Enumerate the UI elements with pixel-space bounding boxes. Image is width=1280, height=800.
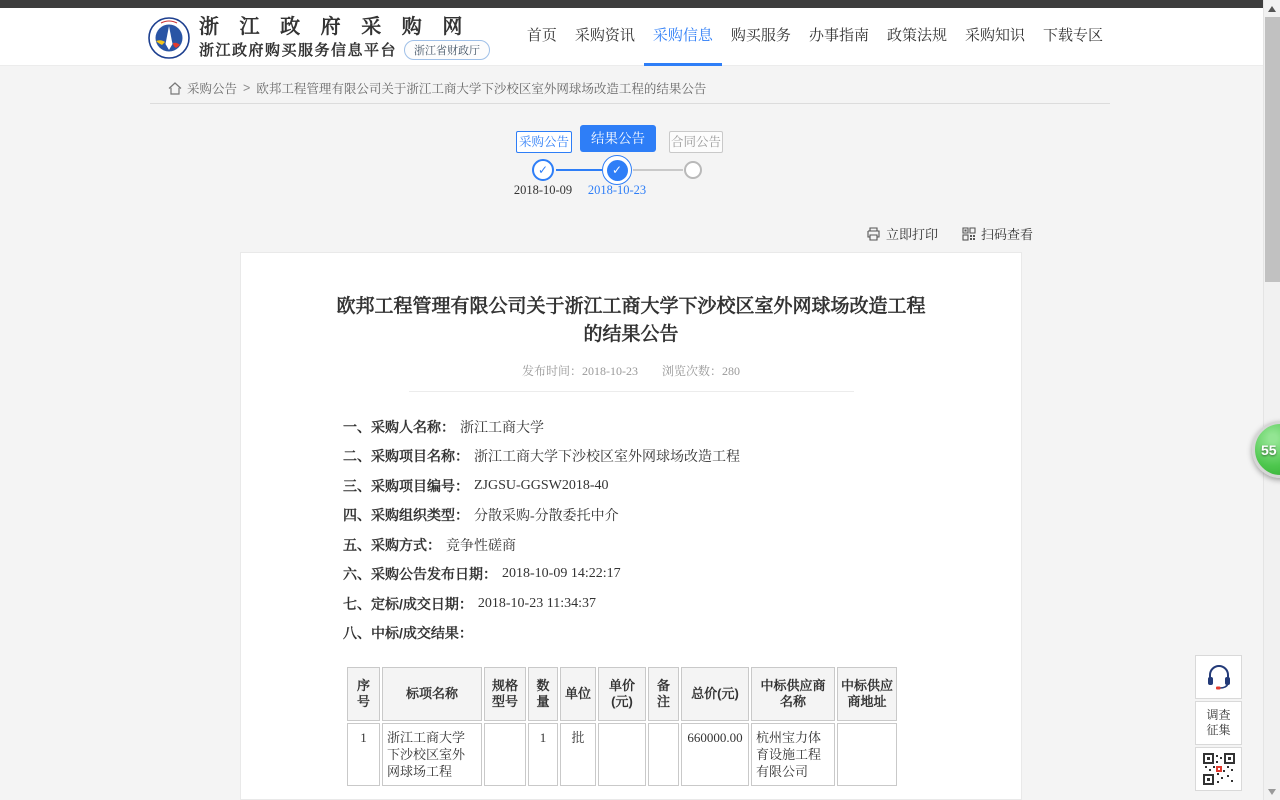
floating-counter-badge[interactable] xyxy=(1252,421,1280,478)
item-label: 四、采购组织类型： xyxy=(343,507,469,524)
nav-item-download[interactable]: 下载专区 xyxy=(1042,27,1103,44)
top-strip xyxy=(0,0,1263,8)
list-item xyxy=(343,412,1021,442)
cell-qty: 1 xyxy=(528,723,558,786)
list-item xyxy=(343,560,1021,590)
print-button[interactable] xyxy=(866,224,938,243)
emblem-icon xyxy=(148,17,190,59)
scrollbar-up-arrow[interactable] xyxy=(1264,0,1280,17)
timeline-date-1: 2018-10-09 xyxy=(513,183,573,197)
item-label: 二、采购项目名称： xyxy=(343,448,469,465)
survey-label-line2: 征集 xyxy=(1206,723,1231,737)
cell-supplier-name: 杭州宝力体育设施工程有限公司 xyxy=(751,723,835,786)
item-value: 2018-10-09 14:22:17 xyxy=(502,566,621,582)
nav-item-guide[interactable]: 办事指南 xyxy=(808,27,869,44)
col-qty: 数量 xyxy=(528,667,558,721)
cell-item-name: 浙江工商大学下沙校区室外网球场工程 xyxy=(382,723,482,786)
nav-item-news[interactable]: 采购资讯 xyxy=(574,27,635,44)
col-spec: 规格型号 xyxy=(484,667,526,721)
scrollbar[interactable] xyxy=(1263,0,1280,800)
tab-result-notice[interactable]: 结果公告 xyxy=(580,125,656,152)
scan-button[interactable] xyxy=(962,224,1033,243)
tab-procurement-notice[interactable]: 采购公告 xyxy=(516,131,572,153)
header-divider xyxy=(150,103,1110,104)
nav-item-home[interactable]: 首页 xyxy=(526,27,557,44)
main-nav xyxy=(518,8,1112,66)
publish-time-label: 发布时间： xyxy=(521,364,582,378)
nav-item-procurement-info[interactable]: 采购信息 xyxy=(644,8,722,66)
col-unit-price: 单价(元) xyxy=(598,667,646,721)
col-supplier-address: 中标供应商地址 xyxy=(837,667,897,721)
meta-divider xyxy=(409,391,854,392)
breadcrumb-root[interactable]: 采购公告 xyxy=(187,82,238,96)
gov-badge: 浙江省财政厅 xyxy=(404,40,490,60)
qr-code-image xyxy=(1203,753,1235,785)
table-header-row xyxy=(347,667,897,721)
printer-icon xyxy=(866,227,881,241)
counter-value: 55 xyxy=(1261,441,1277,458)
breadcrumb-current: 欧邦工程管理有限公司关于浙江工商大学下沙校区室外网球场改造工程的结果公告 xyxy=(256,82,707,96)
col-item-name: 标项名称 xyxy=(382,667,482,721)
site-text xyxy=(199,16,490,60)
qr-code-button[interactable] xyxy=(1195,747,1242,791)
scrollbar-thumb[interactable] xyxy=(1265,17,1280,282)
item-value: 分散采购-分散委托中介 xyxy=(474,509,619,525)
timeline-step3-empty-icon[interactable] xyxy=(684,161,702,179)
cell-total-price: 660000.00 xyxy=(681,723,749,786)
views-label: 浏览次数： xyxy=(662,364,723,378)
customer-service-button[interactable] xyxy=(1195,655,1242,699)
timeline-date-2: 2018-10-23 xyxy=(587,183,647,197)
check-glyph: ✓ xyxy=(611,163,623,177)
result-table xyxy=(345,665,899,788)
site-logo[interactable] xyxy=(148,16,490,60)
article-title: 欧邦工程管理有限公司关于浙江工商大学下沙校区室外网球场改造工程的结果公告 xyxy=(336,296,926,345)
check-glyph: ✓ xyxy=(537,163,549,177)
item-value: ZJGSU-GGSW2018-40 xyxy=(474,477,609,493)
item-label: 一、采购人名称： xyxy=(343,418,455,435)
cell-spec xyxy=(484,723,526,786)
table-row xyxy=(347,723,897,786)
col-remark: 备注 xyxy=(648,667,679,721)
timeline-step2-check-icon xyxy=(607,160,628,181)
print-label: 立即打印 xyxy=(886,227,939,242)
site-subtitle: 浙江政府购买服务信息平台 xyxy=(199,42,398,59)
headset-icon xyxy=(1205,664,1233,690)
survey-label-line1: 调查 xyxy=(1206,708,1231,722)
article-meta xyxy=(241,362,1021,379)
timeline-step2-ring[interactable] xyxy=(602,155,632,185)
publish-time-value: 2018-10-23 xyxy=(582,364,638,378)
col-total-price: 总价(元) xyxy=(681,667,749,721)
cell-seq: 1 xyxy=(347,723,380,786)
list-item xyxy=(343,471,1021,501)
item-label: 七、定标/成交日期： xyxy=(343,595,473,612)
scan-label: 扫码查看 xyxy=(981,227,1034,242)
col-unit: 单位 xyxy=(560,667,596,721)
nav-item-purchase-service[interactable]: 购买服务 xyxy=(730,27,791,44)
views-value: 280 xyxy=(722,364,741,378)
item-label: 三、采购项目编号： xyxy=(343,477,469,494)
timeline-line-pending xyxy=(633,169,683,171)
info-list xyxy=(343,412,1021,648)
tab-contract-notice[interactable]: 合同公告 xyxy=(669,131,723,153)
item-value: 竞争性磋商 xyxy=(446,538,516,554)
site-title: 浙 江 政 府 采 购 网 xyxy=(199,16,470,38)
breadcrumb xyxy=(168,79,706,97)
col-supplier-name: 中标供应商名称 xyxy=(751,667,835,721)
survey-button[interactable] xyxy=(1195,701,1242,745)
item-label: 六、采购公告发布日期： xyxy=(343,566,497,583)
nav-item-knowledge[interactable]: 采购知识 xyxy=(964,27,1025,44)
cell-unit-price xyxy=(598,723,646,786)
nav-item-policy[interactable]: 政策法规 xyxy=(886,27,947,44)
item-value: 2018-10-23 11:34:37 xyxy=(477,595,596,611)
item-label: 五、采购方式： xyxy=(343,536,441,553)
qr-icon xyxy=(962,227,976,241)
cell-unit: 批 xyxy=(560,723,596,786)
list-item xyxy=(343,530,1021,560)
scrollbar-down-arrow[interactable] xyxy=(1264,783,1280,800)
list-item xyxy=(343,619,1021,649)
item-label: 八、中标/成交结果： xyxy=(343,625,473,642)
list-item xyxy=(343,589,1021,619)
site-header xyxy=(0,8,1263,66)
breadcrumb-separator: > xyxy=(243,81,251,95)
home-icon[interactable] xyxy=(168,82,182,95)
cell-remark xyxy=(648,723,679,786)
timeline-step1-check-icon[interactable] xyxy=(532,159,554,181)
article-card xyxy=(240,252,1022,800)
list-item xyxy=(343,442,1021,472)
list-item xyxy=(343,501,1021,531)
side-toolbar xyxy=(1195,655,1242,793)
page-actions xyxy=(866,224,1033,243)
item-value: 浙江工商大学 xyxy=(460,420,544,436)
col-seq: 序号 xyxy=(347,667,380,721)
item-value: 浙江工商大学下沙校区室外网球场改造工程 xyxy=(474,450,740,466)
cell-supplier-address xyxy=(837,723,897,786)
timeline-line-done xyxy=(556,169,602,171)
